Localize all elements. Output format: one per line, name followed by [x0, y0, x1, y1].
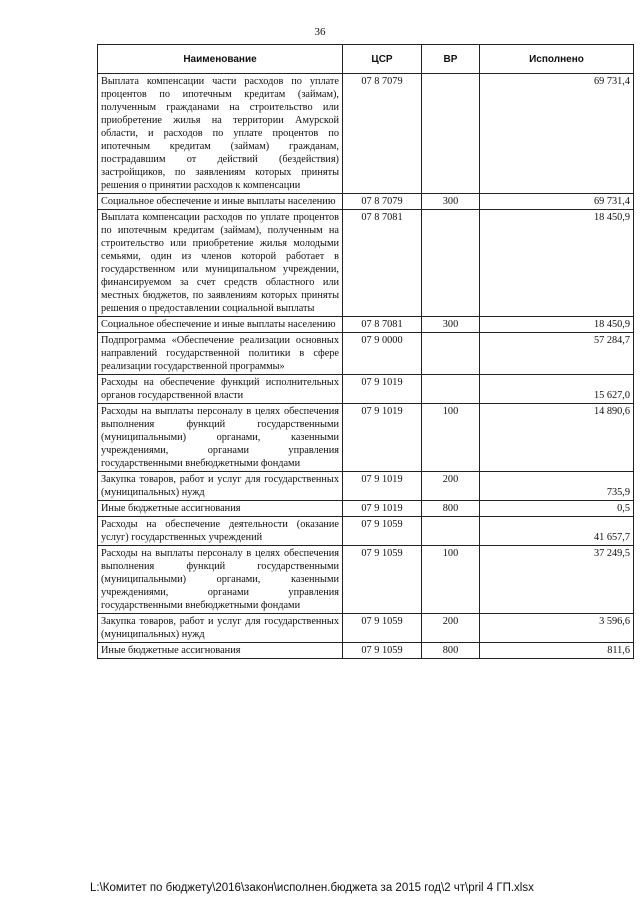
row-executed-cell: 41 657,7 — [480, 517, 634, 546]
row-csr-cell: 07 8 7081 — [343, 210, 422, 317]
row-executed-cell: 3 596,6 — [480, 614, 634, 643]
row-vr-cell: 100 — [422, 546, 480, 614]
row-csr-cell: 07 9 1019 — [343, 375, 422, 404]
row-executed-cell: 57 284,7 — [480, 333, 634, 375]
row-csr-cell: 07 8 7079 — [343, 74, 422, 194]
table-row — [98, 194, 634, 210]
row-vr-cell — [422, 210, 480, 317]
header-vr: ВР — [422, 45, 480, 74]
row-executed-cell: 18 450,9 — [480, 210, 634, 317]
row-name-cell: Закупка товаров, работ и услуг для государственных (муниципальных) нужд — [98, 614, 343, 643]
header-csr: ЦСР — [343, 45, 422, 74]
row-vr-cell: 300 — [422, 194, 480, 210]
table-row — [98, 333, 634, 375]
row-csr-cell: 07 9 1059 — [343, 643, 422, 659]
row-executed-cell: 69 731,4 — [480, 74, 634, 194]
row-name-cell: Иные бюджетные ассигнования — [98, 501, 343, 517]
page-number: 36 — [314, 26, 326, 38]
row-name-cell: Иные бюджетные ассигнования — [98, 643, 343, 659]
row-vr-cell: 300 — [422, 317, 480, 333]
table-row — [98, 546, 634, 614]
row-name-cell: Расходы на выплаты персоналу в целях обеспечения выполнения функций государственными (муниципальными) органами, казенными учреждениями, органами управления государственными внебюджетными фондами — [98, 546, 343, 614]
row-name-cell: Выплата компенсации расходов по уплате процентов по ипотечным кредитам (займам), полученным на строительство или приобретение жилья молодыми семьями, один из членов которой работает в государственном или муниципальном учреждении, финансируемом за счет средств областного или местных бюджетов, по заявлениям которых приняты решения о предоставлении социальной выплаты — [98, 210, 343, 317]
table-row — [98, 472, 634, 501]
row-name-cell: Расходы на обеспечение функций исполнительных органов государственной власти — [98, 375, 343, 404]
row-executed-cell: 18 450,9 — [480, 317, 634, 333]
row-csr-cell: 07 9 1059 — [343, 614, 422, 643]
table-row — [98, 614, 634, 643]
header-executed: Исполнено — [480, 45, 634, 74]
table-body — [98, 74, 634, 659]
table-row — [98, 517, 634, 546]
row-executed-cell: 14 890,6 — [480, 404, 634, 472]
row-name-cell: Социальное обеспечение и иные выплаты населению — [98, 194, 343, 210]
row-name-cell: Подпрограмма «Обеспечение реализации основных направлений государственной политики в сфере реализации государственной программы» — [98, 333, 343, 375]
table-row — [98, 210, 634, 317]
row-vr-cell — [422, 333, 480, 375]
row-executed-cell: 811,6 — [480, 643, 634, 659]
row-csr-cell: 07 9 1019 — [343, 472, 422, 501]
row-name-cell: Расходы на обеспечение деятельности (оказание услуг) государственных учреждений — [98, 517, 343, 546]
row-csr-cell: 07 9 0000 — [343, 333, 422, 375]
header-name: Наименование — [98, 45, 343, 74]
row-csr-cell: 07 9 1059 — [343, 517, 422, 546]
row-executed-cell: 37 249,5 — [480, 546, 634, 614]
table-row — [98, 317, 634, 333]
file-path-footer: L:\Комитет по бюджету\2016\закон\исполнен.бюджета за 2015 год\2 чт\pril 4 ГП.xlsx — [90, 882, 534, 894]
row-executed-cell: 15 627,0 — [480, 375, 634, 404]
row-executed-cell: 0,5 — [480, 501, 634, 517]
row-csr-cell: 07 8 7079 — [343, 194, 422, 210]
row-executed-cell: 69 731,4 — [480, 194, 634, 210]
row-vr-cell: 800 — [422, 501, 480, 517]
row-vr-cell: 100 — [422, 404, 480, 472]
table-row — [98, 375, 634, 404]
budget-table — [97, 44, 634, 659]
table-row — [98, 74, 634, 194]
table-row — [98, 404, 634, 472]
row-vr-cell: 200 — [422, 472, 480, 501]
row-vr-cell — [422, 74, 480, 194]
row-name-cell: Закупка товаров, работ и услуг для государственных (муниципальных) нужд — [98, 472, 343, 501]
row-vr-cell — [422, 375, 480, 404]
table-row — [98, 643, 634, 659]
row-csr-cell: 07 9 1059 — [343, 546, 422, 614]
table-row — [98, 501, 634, 517]
table-header-row — [98, 45, 634, 74]
row-name-cell: Социальное обеспечение и иные выплаты населению — [98, 317, 343, 333]
row-csr-cell: 07 9 1019 — [343, 501, 422, 517]
row-vr-cell: 800 — [422, 643, 480, 659]
row-csr-cell: 07 9 1019 — [343, 404, 422, 472]
row-vr-cell: 200 — [422, 614, 480, 643]
row-vr-cell — [422, 517, 480, 546]
row-csr-cell: 07 8 7081 — [343, 317, 422, 333]
row-executed-cell: 735,9 — [480, 472, 634, 501]
row-name-cell: Выплата компенсации части расходов по уплате процентов по ипотечным кредитам (займам), полученным гражданами на строительство или приобретение жилья на территории Амурской области, и расходов по уплате процентов по ипотечным кредитам (займам) гражданам, пострадавшим от действий (бездействия) застройщиков, по заявлениям которых приняты решения о принятии расходов к компенсации — [98, 74, 343, 194]
row-name-cell: Расходы на выплаты персоналу в целях обеспечения выполнения функций государственными (муниципальными) органами, казенными учреждениями, органами управления государственными внебюджетными фондами — [98, 404, 343, 472]
